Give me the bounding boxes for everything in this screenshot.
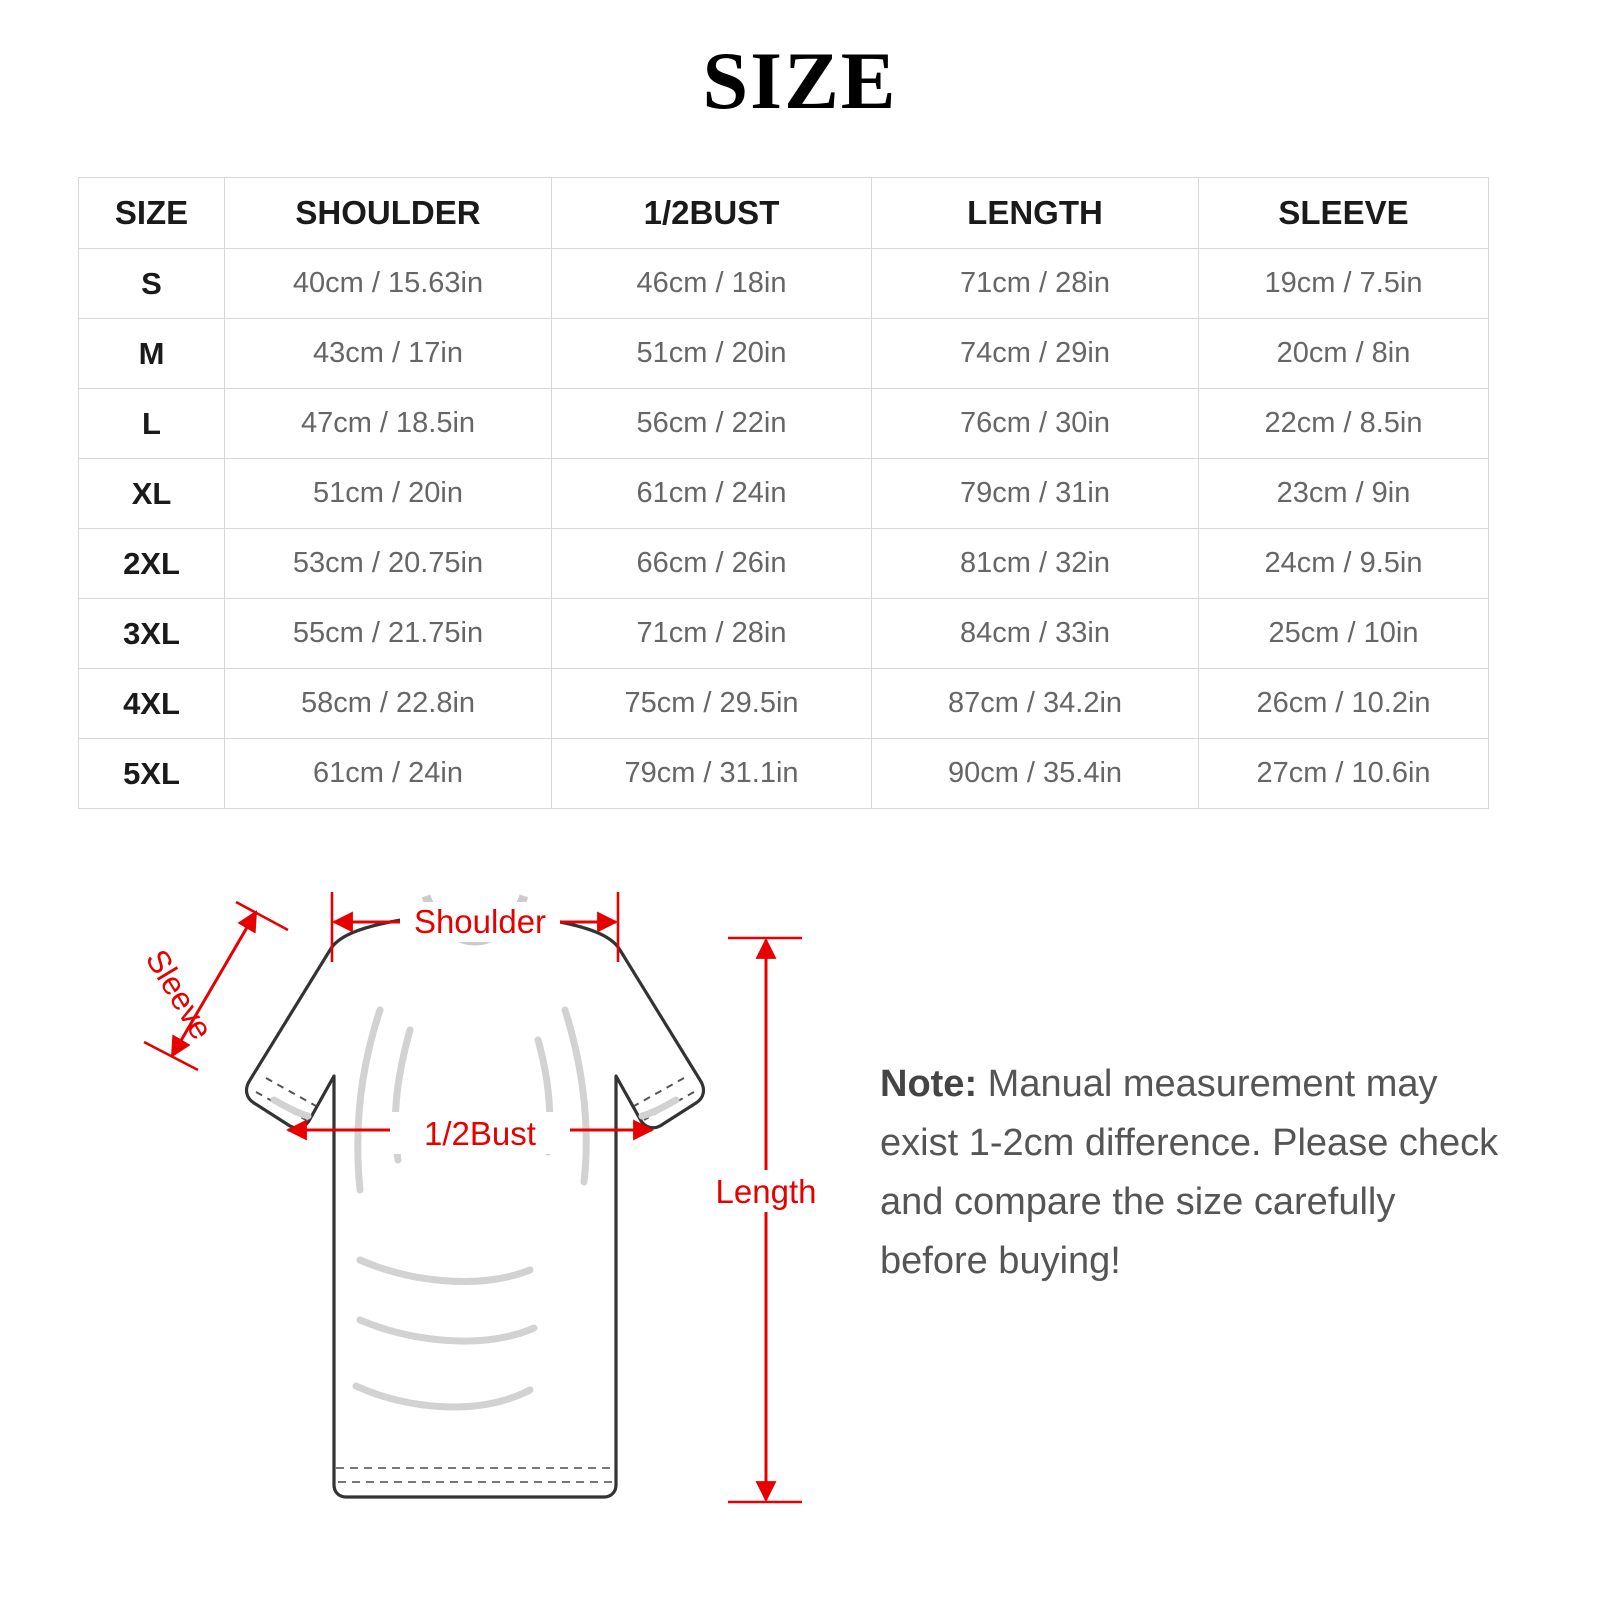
cell-shoulder: 53cm / 20.75in [225, 529, 552, 599]
cell-size: 4XL [79, 669, 225, 739]
cell-size: 5XL [79, 739, 225, 809]
cell-half-bust: 51cm / 20in [552, 319, 872, 389]
cell-size: M [79, 319, 225, 389]
cell-sleeve: 20cm / 8in [1199, 319, 1489, 389]
table-row [79, 389, 1489, 459]
cell-shoulder: 55cm / 21.75in [225, 599, 552, 669]
page-title: SIZE [702, 35, 898, 126]
cell-sleeve: 26cm / 10.2in [1199, 669, 1489, 739]
column-header-sleeve: SLEEVE [1199, 178, 1489, 249]
cell-size: S [79, 249, 225, 319]
table-row [79, 529, 1489, 599]
cell-length: 79cm / 31in [872, 459, 1199, 529]
cell-shoulder: 47cm / 18.5in [225, 389, 552, 459]
cell-sleeve: 24cm / 9.5in [1199, 529, 1489, 599]
cell-length: 71cm / 28in [872, 249, 1199, 319]
table-row [79, 249, 1489, 319]
label-half-bust: 1/2Bust [424, 1115, 536, 1152]
cell-length: 87cm / 34.2in [872, 669, 1199, 739]
cell-half-bust: 66cm / 26in [552, 529, 872, 599]
size-chart-table [78, 177, 1489, 809]
cell-half-bust: 79cm / 31.1in [552, 739, 872, 809]
cell-shoulder: 40cm / 15.63in [225, 249, 552, 319]
table-row [79, 319, 1489, 389]
table-row [79, 669, 1489, 739]
column-header-size: SIZE [79, 178, 225, 249]
cell-half-bust: 46cm / 18in [552, 249, 872, 319]
column-header-half-bust: 1/2BUST [552, 178, 872, 249]
cell-size: 3XL [79, 599, 225, 669]
label-sleeve: Sleeve [138, 943, 221, 1046]
cell-half-bust: 61cm / 24in [552, 459, 872, 529]
table-header-row [79, 178, 1489, 249]
table-row [79, 739, 1489, 809]
note-block [880, 1055, 1510, 1291]
cell-shoulder: 51cm / 20in [225, 459, 552, 529]
cell-length: 90cm / 35.4in [872, 739, 1199, 809]
cell-length: 84cm / 33in [872, 599, 1199, 669]
cell-sleeve: 25cm / 10in [1199, 599, 1489, 669]
label-length: Length [715, 1173, 817, 1210]
cell-length: 74cm / 29in [872, 319, 1199, 389]
sleeve-measure-arrow [139, 902, 288, 1070]
cell-half-bust: 71cm / 28in [552, 599, 872, 669]
cell-shoulder: 43cm / 17in [225, 319, 552, 389]
cell-sleeve: 23cm / 9in [1199, 459, 1489, 529]
note-label: Note: [880, 1063, 978, 1105]
length-measure-arrow [708, 938, 826, 1502]
table-row [79, 459, 1489, 529]
table-row [79, 599, 1489, 669]
cell-shoulder: 61cm / 24in [225, 739, 552, 809]
cell-length: 81cm / 32in [872, 529, 1199, 599]
cell-shoulder: 58cm / 22.8in [225, 669, 552, 739]
cell-length: 76cm / 30in [872, 389, 1199, 459]
tshirt-illustration [247, 896, 704, 1497]
cell-size: 2XL [79, 529, 225, 599]
cell-size: XL [79, 459, 225, 529]
cell-sleeve: 19cm / 7.5in [1199, 249, 1489, 319]
cell-size: L [79, 389, 225, 459]
tshirt-measurement-diagram [60, 830, 860, 1570]
cell-sleeve: 27cm / 10.6in [1199, 739, 1489, 809]
cell-half-bust: 75cm / 29.5in [552, 669, 872, 739]
label-shoulder: Shoulder [413, 903, 547, 940]
note-text: Manual measurement may exist 1-2cm difference. Please check and compare the size carefully before buying! [880, 1063, 1499, 1282]
column-header-shoulder: SHOULDER [225, 178, 552, 249]
cell-half-bust: 56cm / 22in [552, 389, 872, 459]
cell-sleeve: 22cm / 8.5in [1199, 389, 1489, 459]
column-header-length: LENGTH [872, 178, 1199, 249]
